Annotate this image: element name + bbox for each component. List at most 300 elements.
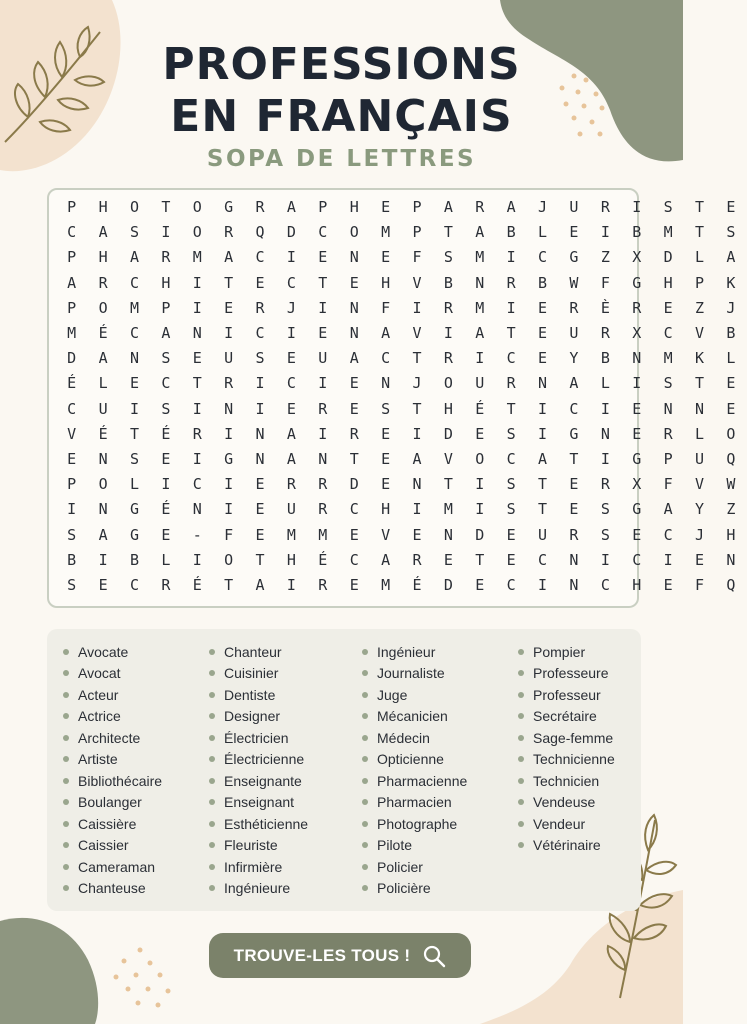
grid-letter[interactable]: É <box>98 324 108 342</box>
grid-letter[interactable]: O <box>349 223 359 242</box>
grid-letter[interactable]: I <box>663 550 673 569</box>
grid-letter[interactable]: S <box>506 424 516 443</box>
grid-letter[interactable]: P <box>412 223 422 242</box>
grid-letter[interactable]: V <box>694 324 705 342</box>
grid-letter[interactable]: R <box>443 349 453 368</box>
grid-letter[interactable]: - <box>192 525 202 544</box>
grid-letter[interactable]: U <box>224 349 234 368</box>
grid-letter[interactable]: O <box>443 374 453 393</box>
grid-letter[interactable]: E <box>506 550 516 569</box>
grid-letter[interactable]: M <box>475 298 485 317</box>
grid-letter[interactable]: C <box>349 500 359 519</box>
grid-letter[interactable]: R <box>286 475 296 494</box>
grid-letter[interactable]: U <box>569 324 579 342</box>
grid-letter[interactable]: I <box>161 223 171 242</box>
grid-letter[interactable]: M <box>67 324 77 342</box>
grid-letter[interactable]: N <box>349 298 359 317</box>
grid-letter[interactable]: I <box>192 273 202 292</box>
grid-letter[interactable]: Q <box>255 223 265 242</box>
grid-letter[interactable]: E <box>663 298 673 317</box>
grid-letter[interactable]: F <box>412 248 422 267</box>
grid-letter[interactable]: D <box>286 223 296 242</box>
grid-letter[interactable]: C <box>129 324 139 342</box>
grid-letter[interactable]: O <box>224 550 234 569</box>
grid-letter[interactable]: E <box>381 424 391 443</box>
grid-letter[interactable]: A <box>98 349 108 368</box>
grid-letter[interactable]: X <box>632 475 642 494</box>
grid-letter[interactable]: A <box>726 248 736 267</box>
grid-letter[interactable]: E <box>161 450 171 468</box>
grid-letter[interactable]: H <box>349 198 359 216</box>
grid-letter[interactable]: F <box>381 298 391 317</box>
find-all-button[interactable] <box>209 933 471 978</box>
grid-letter[interactable]: E <box>381 248 391 267</box>
grid-letter[interactable]: E <box>67 450 77 468</box>
grid-letter[interactable]: I <box>475 475 485 494</box>
grid-letter[interactable]: S <box>67 525 77 544</box>
grid-letter[interactable]: T <box>192 374 202 393</box>
grid-letter[interactable]: I <box>538 399 548 418</box>
grid-letter[interactable]: N <box>98 450 108 468</box>
grid-letter[interactable]: O <box>192 223 202 242</box>
grid-letter[interactable]: E <box>632 525 642 544</box>
grid-letter[interactable]: A <box>538 450 548 468</box>
grid-letter[interactable]: C <box>506 349 516 368</box>
grid-letter[interactable]: E <box>569 223 579 242</box>
grid-letter[interactable]: O <box>98 475 108 494</box>
grid-letter[interactable]: M <box>663 223 673 242</box>
grid-letter[interactable]: E <box>255 475 265 494</box>
grid-letter[interactable]: I <box>192 550 202 569</box>
grid-letter[interactable]: W <box>569 273 579 292</box>
grid-letter[interactable]: B <box>538 273 548 292</box>
grid-letter[interactable]: R <box>663 424 673 443</box>
grid-letter[interactable]: R <box>443 298 453 317</box>
grid-letter[interactable]: R <box>506 374 516 393</box>
grid-letter[interactable]: R <box>318 500 328 519</box>
grid-letter[interactable]: I <box>192 298 202 317</box>
grid-letter[interactable]: E <box>632 399 642 418</box>
grid-letter[interactable]: B <box>129 550 139 569</box>
grid-letter[interactable]: R <box>255 298 265 317</box>
grid-letter[interactable]: N <box>475 273 485 292</box>
grid-letter[interactable]: F <box>224 525 234 544</box>
grid-letter[interactable]: T <box>694 374 705 393</box>
grid-letter[interactable]: R <box>600 324 610 342</box>
grid-letter[interactable]: C <box>349 550 359 569</box>
grid-letter[interactable]: Y <box>569 349 579 368</box>
grid-letter[interactable]: E <box>318 324 328 342</box>
grid-letter[interactable]: N <box>600 424 610 443</box>
grid-letter[interactable]: G <box>224 450 234 468</box>
grid-letter[interactable]: A <box>161 324 171 342</box>
grid-letter[interactable]: N <box>318 450 328 468</box>
grid-letter[interactable]: L <box>694 424 705 443</box>
grid-letter[interactable]: F <box>663 475 673 494</box>
grid-letter[interactable]: O <box>726 424 736 443</box>
grid-letter[interactable]: É <box>318 550 328 569</box>
grid-letter[interactable]: I <box>255 374 265 393</box>
grid-letter[interactable]: C <box>506 576 516 594</box>
grid-letter[interactable]: P <box>318 198 328 216</box>
grid-letter[interactable]: J <box>726 298 736 317</box>
grid-letter[interactable]: G <box>569 248 579 267</box>
grid-letter[interactable]: E <box>538 298 548 317</box>
grid-letter[interactable]: N <box>349 324 359 342</box>
grid-letter[interactable]: V <box>694 475 705 494</box>
grid-letter[interactable]: É <box>161 424 171 443</box>
grid-letter[interactable]: R <box>192 424 202 443</box>
grid-letter[interactable]: G <box>129 525 139 544</box>
grid-letter[interactable]: K <box>694 349 705 368</box>
grid-letter[interactable]: N <box>98 500 108 519</box>
grid-letter[interactable]: C <box>538 550 548 569</box>
grid-letter[interactable]: I <box>286 324 296 342</box>
grid-letter[interactable]: T <box>412 349 422 368</box>
grid-letter[interactable]: T <box>506 399 516 418</box>
grid-letter[interactable]: E <box>349 399 359 418</box>
grid-letter[interactable]: I <box>506 248 516 267</box>
grid-letter[interactable]: D <box>349 475 359 494</box>
grid-letter[interactable]: T <box>161 198 171 216</box>
grid-letter[interactable]: E <box>726 374 736 393</box>
grid-letter[interactable]: N <box>255 424 265 443</box>
grid-letter[interactable]: I <box>412 424 422 443</box>
grid-letter[interactable]: A <box>475 324 485 342</box>
grid-letter[interactable]: E <box>412 525 422 544</box>
grid-letter[interactable]: T <box>224 273 234 292</box>
grid-letter[interactable]: M <box>381 576 391 594</box>
grid-letter[interactable]: B <box>67 550 77 569</box>
grid-letter[interactable]: H <box>161 273 171 292</box>
grid-letter[interactable]: C <box>67 399 77 418</box>
grid-letter[interactable]: I <box>600 450 610 468</box>
grid-letter[interactable]: T <box>224 576 234 594</box>
grid-letter[interactable]: U <box>569 198 579 216</box>
grid-letter[interactable]: S <box>381 399 391 418</box>
grid-letter[interactable]: I <box>286 576 296 594</box>
grid-letter[interactable]: É <box>412 576 422 594</box>
grid-letter[interactable]: H <box>98 198 108 216</box>
grid-letter[interactable]: L <box>129 475 139 494</box>
grid-letter[interactable]: A <box>381 324 391 342</box>
grid-letter[interactable]: N <box>726 550 736 569</box>
grid-letter[interactable]: R <box>412 550 422 569</box>
grid-letter[interactable]: G <box>632 450 642 468</box>
grid-letter[interactable]: H <box>632 576 642 594</box>
grid-letter[interactable]: E <box>381 198 391 216</box>
grid-letter[interactable]: P <box>412 198 422 216</box>
grid-letter[interactable]: A <box>506 198 516 216</box>
grid-letter[interactable]: T <box>443 475 453 494</box>
grid-letter[interactable]: B <box>600 349 610 368</box>
grid-letter[interactable]: N <box>192 324 202 342</box>
grid-letter[interactable]: M <box>663 349 673 368</box>
grid-letter[interactable]: A <box>475 223 485 242</box>
grid-letter[interactable]: R <box>318 399 328 418</box>
grid-letter[interactable]: S <box>663 198 673 216</box>
grid-letter[interactable]: E <box>506 525 516 544</box>
grid-letter[interactable]: I <box>632 198 642 216</box>
grid-letter[interactable]: J <box>694 525 705 544</box>
grid-letter[interactable]: E <box>286 349 296 368</box>
grid-letter[interactable]: S <box>726 223 736 242</box>
grid-letter[interactable]: E <box>569 475 579 494</box>
grid-letter[interactable]: J <box>412 374 422 393</box>
grid-letter[interactable]: I <box>67 500 77 519</box>
grid-letter[interactable]: A <box>286 450 296 468</box>
grid-letter[interactable]: M <box>381 223 391 242</box>
grid-letter[interactable]: A <box>286 424 296 443</box>
grid-letter[interactable]: E <box>255 525 265 544</box>
grid-letter[interactable]: O <box>192 198 202 216</box>
grid-letter[interactable]: N <box>349 248 359 267</box>
grid-letter[interactable]: S <box>443 248 453 267</box>
grid-letter[interactable]: C <box>569 399 579 418</box>
grid-letter[interactable]: I <box>192 450 202 468</box>
grid-letter[interactable]: I <box>224 324 234 342</box>
grid-letter[interactable]: R <box>600 475 610 494</box>
grid-letter[interactable]: E <box>726 198 736 216</box>
grid-letter[interactable]: X <box>632 248 642 267</box>
grid-letter[interactable]: Z <box>694 298 705 317</box>
grid-letter[interactable]: R <box>569 298 579 317</box>
grid-letter[interactable]: I <box>224 475 234 494</box>
grid-letter[interactable]: E <box>286 399 296 418</box>
grid-letter[interactable]: E <box>255 273 265 292</box>
grid-letter[interactable]: O <box>98 298 108 317</box>
grid-letter[interactable]: L <box>600 374 610 393</box>
grid-letter[interactable]: S <box>255 349 265 368</box>
grid-letter[interactable]: H <box>381 500 391 519</box>
grid-letter[interactable]: I <box>318 374 328 393</box>
grid-letter[interactable]: T <box>349 450 359 468</box>
grid-letter[interactable]: U <box>98 399 108 418</box>
grid-letter[interactable]: H <box>726 525 736 544</box>
grid-letter[interactable]: É <box>161 500 171 519</box>
grid-letter[interactable]: D <box>663 248 673 267</box>
grid-letter[interactable]: É <box>192 576 202 594</box>
grid-letter[interactable]: B <box>506 223 516 242</box>
grid-letter[interactable]: P <box>67 198 77 216</box>
grid-letter[interactable]: B <box>726 324 736 342</box>
grid-letter[interactable]: I <box>600 223 610 242</box>
grid-letter[interactable]: I <box>475 349 485 368</box>
grid-letter[interactable]: P <box>161 298 171 317</box>
grid-letter[interactable]: E <box>726 399 736 418</box>
grid-letter[interactable]: S <box>506 475 516 494</box>
grid-letter[interactable]: V <box>67 424 77 443</box>
grid-letter[interactable]: E <box>349 374 359 393</box>
grid-letter[interactable]: M <box>129 298 139 317</box>
grid-letter[interactable]: E <box>663 576 673 594</box>
grid-letter[interactable]: T <box>538 475 548 494</box>
grid-letter[interactable]: G <box>632 273 642 292</box>
grid-letter[interactable]: F <box>600 273 610 292</box>
grid-letter[interactable]: T <box>569 450 579 468</box>
grid-letter[interactable]: O <box>129 198 139 216</box>
grid-letter[interactable]: N <box>538 374 548 393</box>
grid-letter[interactable]: S <box>129 223 139 242</box>
grid-letter[interactable]: S <box>129 450 139 468</box>
grid-letter[interactable]: I <box>443 324 453 342</box>
grid-letter[interactable]: C <box>192 475 202 494</box>
grid-letter[interactable]: E <box>538 324 548 342</box>
grid-letter[interactable]: E <box>694 550 705 569</box>
grid-letter[interactable]: N <box>192 500 202 519</box>
grid-letter[interactable]: G <box>569 424 579 443</box>
grid-letter[interactable]: E <box>381 450 391 468</box>
grid-letter[interactable]: Q <box>726 450 736 468</box>
grid-letter[interactable]: C <box>381 349 391 368</box>
grid-letter[interactable]: D <box>67 349 77 368</box>
grid-letter[interactable]: C <box>286 273 296 292</box>
grid-letter[interactable]: H <box>443 399 453 418</box>
grid-letter[interactable]: I <box>600 399 610 418</box>
grid-letter[interactable]: I <box>600 550 610 569</box>
grid-letter[interactable]: N <box>663 399 673 418</box>
grid-letter[interactable]: A <box>412 450 422 468</box>
grid-letter[interactable]: F <box>694 576 705 594</box>
grid-letter[interactable]: E <box>443 550 453 569</box>
grid-letter[interactable]: D <box>443 424 453 443</box>
grid-letter[interactable]: N <box>412 475 422 494</box>
grid-letter[interactable]: C <box>67 223 77 242</box>
grid-letter[interactable]: B <box>632 223 642 242</box>
grid-letter[interactable]: R <box>98 273 108 292</box>
grid-letter[interactable]: C <box>161 374 171 393</box>
grid-letter[interactable]: P <box>67 475 77 494</box>
grid-letter[interactable]: E <box>318 248 328 267</box>
grid-letter[interactable]: I <box>224 424 234 443</box>
grid-letter[interactable]: È <box>600 298 610 317</box>
grid-letter[interactable]: L <box>538 223 548 242</box>
grid-letter[interactable]: I <box>98 550 108 569</box>
grid-letter[interactable]: N <box>632 349 642 368</box>
grid-letter[interactable]: C <box>600 576 610 594</box>
grid-letter[interactable]: T <box>318 273 328 292</box>
grid-letter[interactable]: T <box>129 424 139 443</box>
grid-letter[interactable]: É <box>98 424 108 443</box>
grid-letter[interactable]: C <box>255 248 265 267</box>
grid-letter[interactable]: A <box>98 223 108 242</box>
grid-letter[interactable]: R <box>600 198 610 216</box>
grid-letter[interactable]: E <box>129 374 139 393</box>
grid-letter[interactable]: M <box>475 248 485 267</box>
grid-letter[interactable]: C <box>663 324 673 342</box>
grid-letter[interactable]: A <box>129 248 139 267</box>
grid-letter[interactable]: Y <box>694 500 705 519</box>
grid-letter[interactable]: I <box>161 475 171 494</box>
grid-letter[interactable]: C <box>538 248 548 267</box>
grid-letter[interactable]: I <box>318 424 328 443</box>
grid-letter[interactable]: S <box>67 576 77 594</box>
grid-letter[interactable]: H <box>663 273 673 292</box>
grid-letter[interactable]: E <box>349 273 359 292</box>
grid-letter[interactable]: A <box>286 198 296 216</box>
grid-letter[interactable]: L <box>726 349 736 368</box>
grid-letter[interactable]: D <box>443 576 453 594</box>
grid-letter[interactable]: A <box>569 374 579 393</box>
grid-letter[interactable]: S <box>600 500 610 519</box>
grid-letter[interactable]: S <box>663 374 673 393</box>
grid-letter[interactable]: R <box>569 525 579 544</box>
grid-letter[interactable]: S <box>161 349 171 368</box>
grid-letter[interactable]: A <box>663 500 673 519</box>
grid-letter[interactable]: H <box>286 550 296 569</box>
grid-letter[interactable]: E <box>569 500 579 519</box>
grid-letter[interactable]: I <box>255 399 265 418</box>
grid-letter[interactable]: L <box>98 374 108 393</box>
grid-letter[interactable]: N <box>255 450 265 468</box>
grid-letter[interactable]: E <box>475 424 485 443</box>
grid-letter[interactable]: R <box>506 273 516 292</box>
grid-letter[interactable]: G <box>632 500 642 519</box>
grid-letter[interactable]: N <box>694 399 705 418</box>
grid-letter[interactable]: I <box>318 298 328 317</box>
grid-letter[interactable]: É <box>475 399 485 418</box>
grid-letter[interactable]: S <box>600 525 610 544</box>
grid-letter[interactable]: I <box>538 424 548 443</box>
grid-letter[interactable]: É <box>67 374 77 393</box>
grid-letter[interactable]: K <box>726 273 736 292</box>
grid-letter[interactable]: V <box>412 273 422 292</box>
grid-letter[interactable]: C <box>129 576 139 594</box>
grid-letter[interactable]: L <box>161 550 171 569</box>
grid-letter[interactable]: E <box>161 525 171 544</box>
grid-letter[interactable]: I <box>632 374 642 393</box>
grid-letter[interactable]: T <box>694 198 705 216</box>
grid-letter[interactable]: A <box>98 525 108 544</box>
grid-letter[interactable]: J <box>538 198 548 216</box>
grid-letter[interactable]: C <box>318 223 328 242</box>
grid-letter[interactable]: E <box>192 349 202 368</box>
grid-letter[interactable]: R <box>255 198 265 216</box>
grid-letter[interactable]: M <box>286 525 296 544</box>
grid-letter[interactable]: I <box>506 298 516 317</box>
grid-letter[interactable]: R <box>318 576 328 594</box>
grid-letter[interactable]: I <box>129 399 139 418</box>
grid-letter[interactable]: D <box>475 525 485 544</box>
grid-letter[interactable]: G <box>129 500 139 519</box>
grid-letter[interactable]: C <box>663 525 673 544</box>
grid-letter[interactable]: N <box>381 374 391 393</box>
grid-letter[interactable]: X <box>632 324 642 342</box>
grid-letter[interactable]: U <box>318 349 328 368</box>
grid-letter[interactable]: I <box>412 500 422 519</box>
grid-letter[interactable]: A <box>67 273 77 292</box>
grid-letter[interactable]: M <box>443 500 453 519</box>
grid-letter[interactable]: R <box>161 576 171 594</box>
grid-letter[interactable]: N <box>443 525 453 544</box>
grid-letter[interactable]: Z <box>600 248 610 267</box>
grid-letter[interactable]: E <box>381 475 391 494</box>
grid-letter[interactable]: T <box>538 500 548 519</box>
grid-letter[interactable]: L <box>694 248 705 267</box>
grid-letter[interactable]: R <box>224 223 234 242</box>
grid-letter[interactable]: J <box>286 298 296 317</box>
grid-letter[interactable]: E <box>632 424 642 443</box>
grid-letter[interactable]: C <box>506 450 516 468</box>
grid-letter[interactable]: A <box>224 248 234 267</box>
grid-letter[interactable]: P <box>663 450 673 468</box>
grid-letter[interactable]: Z <box>726 500 736 519</box>
grid-letter[interactable]: E <box>224 298 234 317</box>
grid-letter[interactable]: M <box>192 248 202 267</box>
grid-letter[interactable]: S <box>506 500 516 519</box>
grid-letter[interactable]: M <box>318 525 328 544</box>
grid-letter[interactable]: C <box>129 273 139 292</box>
